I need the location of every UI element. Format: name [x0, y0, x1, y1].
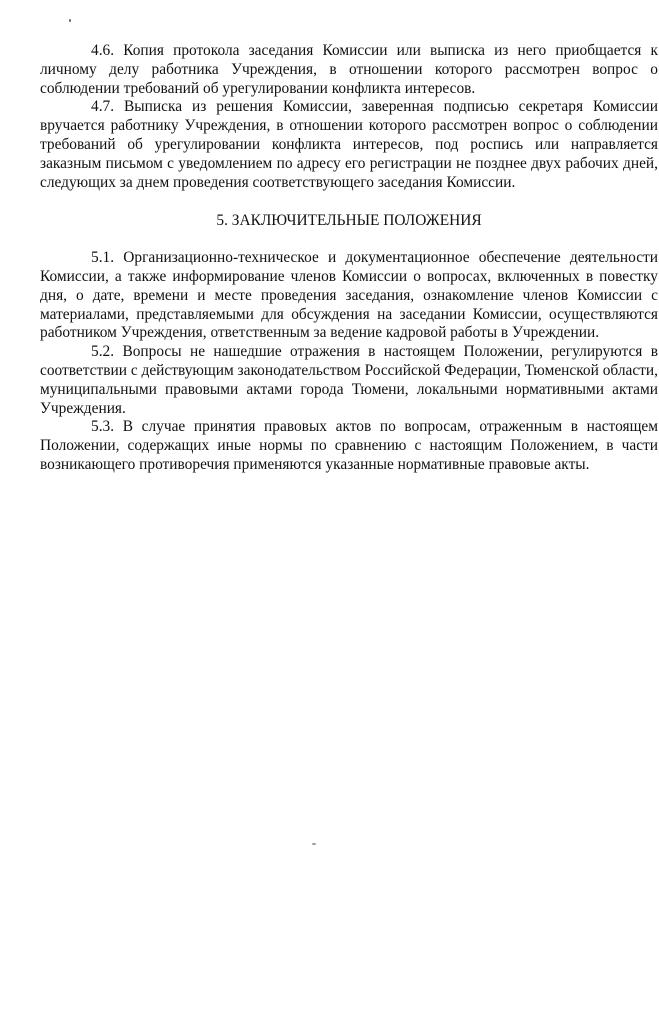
paragraph-5-3: 5.3. В случае принятия правовых актов по вопросам, отраженным в настоящем Положении, содержащих иные нормы по сравнению с настоящим Положением, в части возникающего противоречия применяются указанные нормативные правовые акты.: [40, 418, 658, 473]
paragraph-5-1: 5.1. Организационно-техническое и документационное обеспечение деятельности Комиссии, а также информирование членов Комиссии о вопросах, включенных в повестку дня, о дате, времени и месте проведения заседания, ознакомление членов Комиссии с материалами, представляемыми для обсуждения на заседании Комиссии, осуществляются работником Учреждения, ответственным за ведение кадровой работы в Учреждении.: [40, 249, 658, 342]
section-5-heading: 5. ЗАКЛЮЧИТЕЛЬНЫЕ ПОЛОЖЕНИЯ: [216, 212, 482, 230]
scan-speck: [312, 843, 316, 845]
scan-speck: [69, 19, 71, 22]
paragraph-4-6: 4.6. Копия протокола заседания Комиссии или выписка из него приобщается к личному делу работника Учреждения, в отношении которого рассмотрен вопрос о соблюдении требований об урегулировании конфликта интересов.: [40, 42, 658, 97]
paragraph-5-2: 5.2. Вопросы не нашедшие отражения в настоящем Положении, регулируются в соответствии с действующим законодательством Российской Федерации, Тюменской области, муниципальными правовыми актами города Тюмени, локальными нормативными актами Учреждения.: [40, 343, 658, 417]
paragraph-4-7: 4.7. Выписка из решения Комиссии, заверенная подписью секретаря Комиссии вручается работнику Учреждения, в отношении которого рассмотрен вопрос о соблюдении требований об урегулировании конфликта интересов, под роспись или направляется заказным письмом с уведомлением по адресу его регистрации не позднее двух рабочих дней, следующих за днем проведения соответствующего заседания Комиссии.: [40, 98, 658, 191]
document-body: [40, 42, 658, 475]
